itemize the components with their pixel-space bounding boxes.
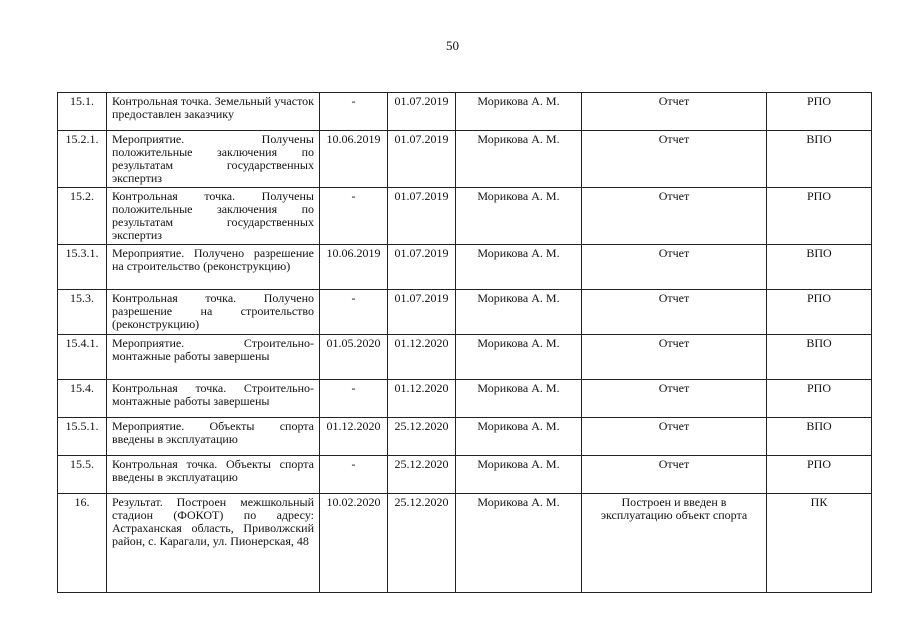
row-start-date: 10.06.2019 — [320, 131, 388, 188]
row-start-date: - — [320, 456, 388, 494]
row-result: Отчет — [582, 335, 767, 380]
row-description: Мероприятие. Получены положительные заключения по результатам государственных экспертиз — [107, 131, 320, 188]
table-row — [58, 245, 872, 290]
row-responsible: Морикова А. М. — [456, 456, 582, 494]
row-start-date: - — [320, 188, 388, 245]
row-end-date: 25.12.2020 — [388, 494, 456, 593]
row-type: ВПО — [767, 131, 872, 188]
row-responsible: Морикова А. М. — [456, 380, 582, 418]
row-responsible: Морикова А. М. — [456, 290, 582, 335]
row-end-date: 01.12.2020 — [388, 380, 456, 418]
row-number: 15.3.1. — [58, 245, 107, 290]
row-description: Контрольная точка. Объекты спорта введены в эксплуатацию — [107, 456, 320, 494]
row-number: 15.3. — [58, 290, 107, 335]
row-start-date: 10.02.2020 — [320, 494, 388, 593]
row-number: 15.4. — [58, 380, 107, 418]
row-start-date: - — [320, 93, 388, 131]
row-start-date: 01.05.2020 — [320, 335, 388, 380]
row-responsible: Морикова А. М. — [456, 335, 582, 380]
row-type: ВПО — [767, 418, 872, 456]
row-end-date: 01.07.2019 — [388, 290, 456, 335]
row-end-date: 01.12.2020 — [388, 335, 456, 380]
row-type: ПК — [767, 494, 872, 593]
row-end-date: 25.12.2020 — [388, 418, 456, 456]
row-description: Мероприятие. Строительно-монтажные работы завершены — [107, 335, 320, 380]
row-number: 15.2.1. — [58, 131, 107, 188]
row-responsible: Морикова А. М. — [456, 188, 582, 245]
row-number: 16. — [58, 494, 107, 593]
row-description: Контрольная точка. Получено разрешение на строительство (реконструкцию) — [107, 290, 320, 335]
row-start-date: 01.12.2020 — [320, 418, 388, 456]
row-description: Контрольная точка. Земельный участок предоставлен заказчику — [107, 93, 320, 131]
row-description: Мероприятие. Объекты спорта введены в эксплуатацию — [107, 418, 320, 456]
table-row — [58, 131, 872, 188]
row-description: Результат. Построен межшкольный стадион (ФОКОТ) по адресу: Астраханская область, Приволжский район, с. Карагали, ул. Пионерская, 48 — [107, 494, 320, 593]
row-result: Построен и введен в эксплуатацию объект спорта — [582, 494, 767, 593]
row-type: ВПО — [767, 245, 872, 290]
row-type: РПО — [767, 188, 872, 245]
row-result: Отчет — [582, 456, 767, 494]
row-responsible: Морикова А. М. — [456, 245, 582, 290]
row-end-date: 01.07.2019 — [388, 188, 456, 245]
row-result: Отчет — [582, 290, 767, 335]
table-row — [58, 290, 872, 335]
row-type: РПО — [767, 93, 872, 131]
row-end-date: 01.07.2019 — [388, 93, 456, 131]
row-type: РПО — [767, 290, 872, 335]
row-result: Отчет — [582, 245, 767, 290]
row-result: Отчет — [582, 418, 767, 456]
row-result: Отчет — [582, 380, 767, 418]
table-row — [58, 335, 872, 380]
table-row — [58, 188, 872, 245]
page-number: 50 — [446, 38, 459, 53]
row-end-date: 25.12.2020 — [388, 456, 456, 494]
row-start-date: - — [320, 290, 388, 335]
row-responsible: Морикова А. М. — [456, 93, 582, 131]
row-type: РПО — [767, 380, 872, 418]
row-end-date: 01.07.2019 — [388, 245, 456, 290]
row-responsible: Морикова А. М. — [456, 131, 582, 188]
row-result: Отчет — [582, 188, 767, 245]
table-row — [58, 418, 872, 456]
row-description: Мероприятие. Получено разрешение на строительство (реконструкцию) — [107, 245, 320, 290]
row-result: Отчет — [582, 131, 767, 188]
row-responsible: Морикова А. М. — [456, 418, 582, 456]
row-end-date: 01.07.2019 — [388, 131, 456, 188]
table-row — [58, 456, 872, 494]
row-number: 15.2. — [58, 188, 107, 245]
row-start-date: 10.06.2019 — [320, 245, 388, 290]
row-description: Контрольная точка. Получены положительные заключения по результатам государственных экспертиз — [107, 188, 320, 245]
row-number: 15.5.1. — [58, 418, 107, 456]
row-type: РПО — [767, 456, 872, 494]
row-number: 15.4.1. — [58, 335, 107, 380]
row-result: Отчет — [582, 93, 767, 131]
plan-table — [57, 92, 872, 593]
row-number: 15.5. — [58, 456, 107, 494]
table-body — [58, 93, 872, 593]
row-type: ВПО — [767, 335, 872, 380]
table-row — [58, 93, 872, 131]
table-row — [58, 494, 872, 593]
row-description: Контрольная точка. Строительно-монтажные работы завершены — [107, 380, 320, 418]
table-row — [58, 380, 872, 418]
row-start-date: - — [320, 380, 388, 418]
row-number: 15.1. — [58, 93, 107, 131]
row-responsible: Морикова А. М. — [456, 494, 582, 593]
